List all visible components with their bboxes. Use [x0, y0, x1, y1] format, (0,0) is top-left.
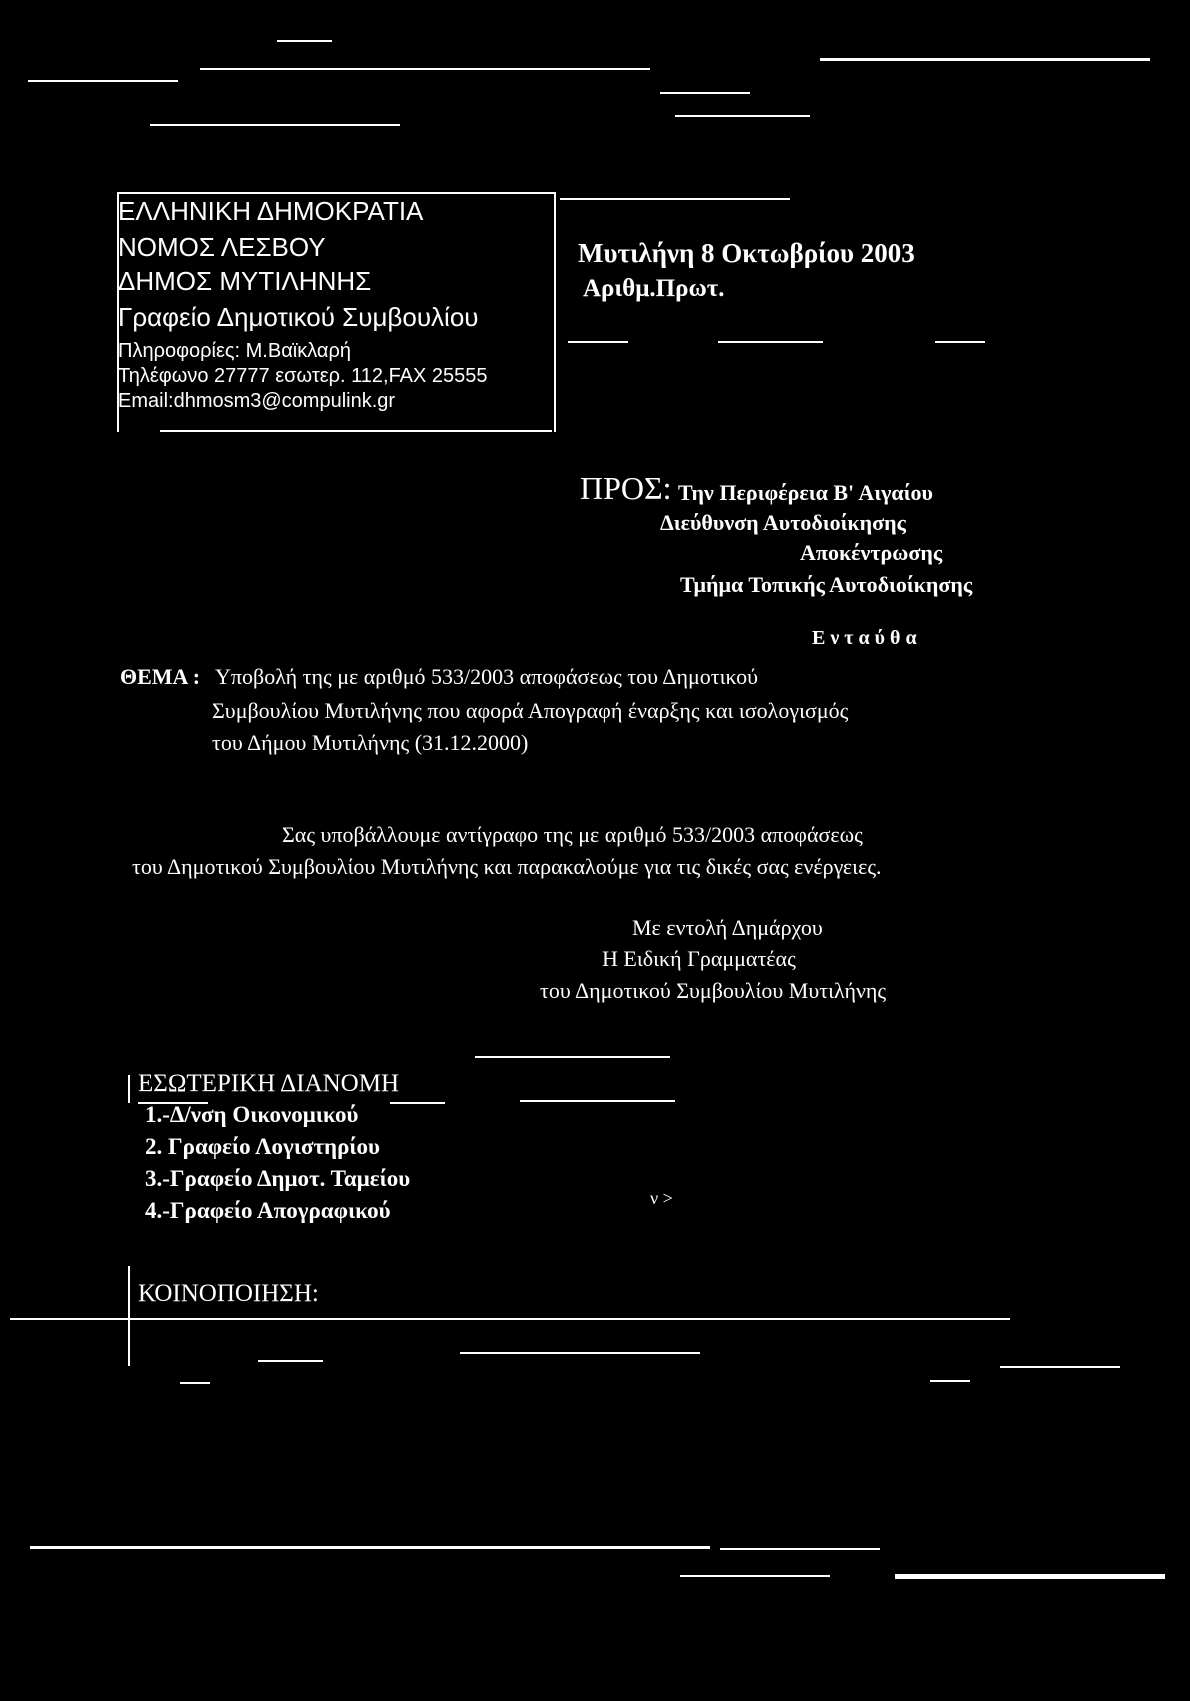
cc-left-border — [128, 1266, 130, 1366]
header-line-5: Πληροφορίες: Μ.Βαϊκλαρή — [118, 340, 351, 362]
cc-rule — [460, 1352, 700, 1354]
recipient-line-2: Διεύθυνση Αυτοδιοίκησης — [660, 510, 906, 535]
distribution-rule — [520, 1100, 675, 1102]
subject-line-3: του Δήμου Μυτιλήνης (31.12.2000) — [212, 730, 529, 755]
cc-title: ΚΟΙΝΟΠΟΙΗΣΗ: — [138, 1280, 319, 1307]
scan-line — [28, 80, 178, 82]
scan-line — [150, 124, 400, 126]
cc-rule — [258, 1360, 323, 1362]
header-line-2: ΝΟΜΟΣ ΛΕΣΒΟΥ — [118, 232, 326, 262]
scan-line — [720, 1548, 880, 1550]
distribution-rule — [475, 1056, 670, 1058]
scan-line — [820, 58, 1150, 61]
scan-line — [30, 1546, 710, 1549]
cc-rule — [180, 1382, 210, 1384]
signature-line-1: Με εντολή Δημάρχου — [632, 915, 823, 940]
header-underline — [160, 430, 552, 432]
distribution-title-underline — [390, 1102, 445, 1104]
cc-rule — [930, 1380, 970, 1382]
distribution-left-border — [128, 1075, 130, 1103]
place-date: Μυτιλήνη 8 Οκτωβρίου 2003 — [578, 238, 915, 268]
distribution-marks: ν > — [650, 1188, 673, 1208]
subject-line-2: Συμβουλίου Μυτιλήνης που αφορά Απογραφή έναρξης και ισολογισμός — [212, 698, 849, 723]
protocol-number: Αριθμ.Πρωτ. — [583, 275, 725, 302]
recipient-line-1: Την Περιφέρεια Β' Αιγαίου — [678, 480, 933, 505]
body-line-2: του Δημοτικού Συμβουλίου Μυτιλήνης και παρακαλούμε για τις δικές σας ενέργειες. — [132, 854, 882, 879]
body-line-1: Σας υποβάλλουμε αντίγραφο της με αριθμό 533/2003 αποφάσεως — [282, 822, 863, 847]
distribution-item-3: 3.-Γραφείο Δημοτ. Ταμείου — [145, 1166, 411, 1191]
recipient-line-4: Τμήμα Τοπικής Αυτοδιοίκησης — [680, 572, 973, 597]
recipient-location: Ε ν τ α ύ θ α — [812, 627, 917, 649]
header-line-7: Email:dhmosm3@compulink.gr — [118, 390, 396, 412]
scan-line — [895, 1574, 1165, 1579]
cc-rule — [1000, 1366, 1120, 1368]
scan-line — [200, 68, 650, 70]
subject-line-1: Υποβολή της με αριθμό 533/2003 αποφάσεως του Δημοτικού — [215, 664, 758, 689]
scan-line — [680, 1575, 830, 1577]
header-line-3: ΔΗΜΟΣ ΜΥΤΙΛΗΝΗΣ — [118, 266, 372, 296]
distribution-title: ΕΣΩΤΕΡΙΚΗ ΔΙΑΝΟΜΗ — [138, 1070, 399, 1097]
signature-line-2: Η Ειδική Γραμματέας — [602, 946, 796, 971]
distribution-item-4: 4.-Γραφείο Απογραφικού — [145, 1198, 391, 1223]
distribution-item-2: 2. Γραφείο Λογιστηρίου — [145, 1134, 380, 1159]
dateline-rule — [560, 198, 790, 200]
recipient-line-3: Αποκέντρωσης — [800, 540, 943, 565]
dateline-rule — [935, 341, 985, 343]
signature-line-3: του Δημοτικού Συμβουλίου Μυτιλήνης — [540, 978, 887, 1003]
subject-label: ΘΕΜΑ : — [120, 664, 201, 689]
header-line-1: ΕΛΛΗΝΙΚΗ ΔΗΜΟΚΡΑΤΙΑ — [118, 196, 424, 226]
distribution-item-1: 1.-Δ/νση Οικονομικού — [145, 1102, 359, 1127]
scan-line — [660, 92, 750, 94]
dateline-rule — [568, 341, 628, 343]
scan-line — [675, 115, 810, 117]
recipient-label: ΠΡΟΣ: — [580, 470, 672, 506]
scan-line — [277, 40, 332, 42]
header-line-6: Τηλέφωνο 27777 εσωτερ. 112,FAX 25555 — [118, 365, 488, 387]
cc-rule — [10, 1318, 1010, 1320]
header-line-4: Γραφείο Δημοτικού Συμβουλίου — [118, 302, 479, 332]
dateline-rule — [718, 341, 823, 343]
